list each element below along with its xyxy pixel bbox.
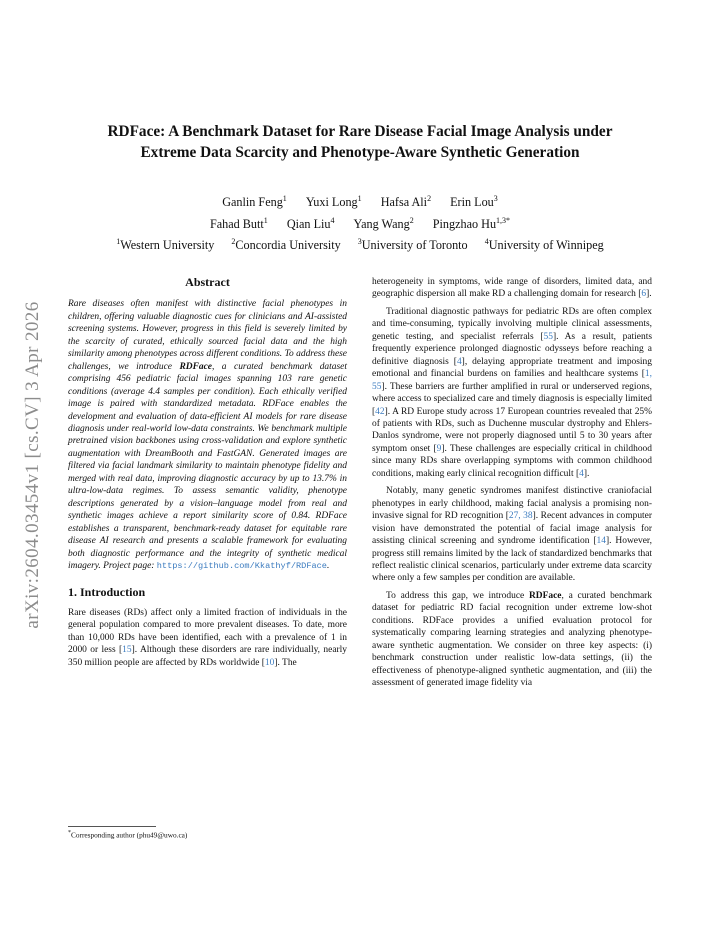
author: Yang Wang$^2$ (353, 215, 414, 231)
author: Pingzhao $Hu^{1,3*}$ (432, 215, 511, 231)
author: Erin Lou$^3$ (450, 194, 498, 210)
citation-link[interactable]: 9 (436, 443, 442, 454)
paragraph: heterogeneity in symptoms, wide range of disorders, limited data, and geographic dispersion all make RD a challenging domain for research [6]. (372, 277, 652, 300)
project-page-link[interactable]: https://github.com/Kkathyf/RDFace (156, 560, 327, 571)
affiliation: $^4$University of Winnipeg (484, 237, 604, 253)
citation-link[interactable]: 42 (375, 406, 385, 417)
abstract-text: Rare diseases often manifest with distinctive facial phenotypes in children, offering valuable diagnostic cues for clinicians and AI-assisted screening systems. However, progress in this field is severely limited by the scarcity of curated, ethically sourced facial data and the high similarity among phenotypes across different conditions. To address these challenges, we introduce RDFace, a curated benchmark dataset comprising 456 pediatric facial images spanning 103 rare genetic conditions (average 4.4 samples per condition). Each ethically verified image is paired with standardized metadata. RDFace enables the development and evaluation of data-efficient AI models for rare disease diagnosis under real-world low-data constraints. We benchmark multiple pretrained vision backbones using cross-validation and explore synthetic augmentation with DreamBooth and FastGAN. Generated images are filtered via facial landmark similarity to maintain phenotype fidelity and merged with real data, improving diagnostic accuracy by up to 13.7% in ultra-low-data regimes. To assess semantic validity, phenotype descriptions generated by a vision–language model from real and synthetic images achieve a report similarity score of 0.84. RDFace establishes a transparent, benchmark-ready dataset for equitable rare disease AI research and presents a scalable framework for evaluating both diagnostic performance and the integrity of synthetic medical imagery. Project page: https://github.com/Kkathyf/RDFace. (68, 299, 347, 571)
author: Hafsa Ali$^2$ (380, 194, 432, 210)
citation-link[interactable]: 4 (456, 356, 462, 367)
citation-link[interactable]: 27, 38 (508, 511, 533, 522)
author: Qian Liu$^4$ (286, 215, 335, 231)
author-block (60, 190, 660, 255)
right-column (372, 276, 652, 690)
paper-title (60, 122, 660, 163)
author: Ganlin Feng$^1$ (222, 194, 287, 210)
author: Fahad Butt$^1$ (209, 215, 268, 231)
author: Yuxi Long$^1$ (305, 194, 362, 210)
left-column (68, 276, 347, 669)
footnote: *Corresponding author (phu49@uwo.ca) (68, 830, 188, 840)
title-line-1: RDFace: A Benchmark Dataset for Rare Disease Facial Image Analysis under (107, 123, 613, 140)
paragraph: Traditional diagnostic pathways for pediatric RDs are often complex and time-consuming, typically involving multiple clinical assessments, genetic testing, and specialist referrals [55]. As a result, patients frequently experience prolonged diagnostic odysseys before reaching a definitive diagnosis [4], delaying appropriate treatment and imposing emotional and financial burdens on families and healthcare systems [1, 55]. These barriers are further amplified in rural or underserved regions, where access to specialized care and timely diagnosis is especially limited [42]. A RD Europe study across 17 European countries revealed that 25% of patients with RDs, such as Duchenne muscular dystrophy and Ehlers-Danlos syndrome, were not properly diagnosed until 5 to 30 years after symptom onset [9]. These challenges are especially critical in childhood since many RDs share overlapping symptoms with common childhood conditions, making early clinical recognition difficult [4]. (372, 306, 652, 479)
citation-link[interactable]: 1, 55 (372, 369, 652, 392)
intro-paragraph: Rare diseases (RDs) affect only a limited fraction of individuals in the general population compared to more prevalent diseases. To date, more than 10,000 RDs have been identified, each with a prevalence of 1 in 2000 or less [15]. Although these disorders are rare individually, nearly 350 million people are affected by RDs worldwide [10]. The (68, 607, 347, 668)
citation-link[interactable]: 10 (264, 657, 275, 668)
paragraph: Notably, many genetic syndromes manifest distinctive craniofacial phenotypes in early childhood, making facial analysis a promising non-invasive signal for RD recognition [27, 38]. Recent advances in computer vision have demonstrated the potential of facial image analysis for assisting clinical screening and syndrome identification [14]. However, progress still remains limited by the lack of standardized benchmarks that reflect realistic clinical scenarios, particularly under extreme data scarcity where only a few samples per condition are available. (372, 486, 653, 584)
authors-row-1 (60, 190, 660, 212)
citation-link[interactable]: 14 (596, 536, 606, 547)
paragraph: To address this gap, we introduce RDFace, a curated benchmark dataset for pediatric RD facial recognition under extreme low-shot conditions. RDFace provides a unified evaluation protocol for systematically comparing learning strategies and analyzing phenotype-aware synthetic augmentation. We consider on three key aspects: (i) benchmark construction under realistic low-data settings, (ii) the effectiveness of phenotype-aligned synthetic augmentation, and (iii) the assessment of generated image fidelity via (372, 590, 652, 689)
citation-link[interactable]: 55 (543, 331, 553, 342)
citation-link[interactable]: 4 (579, 468, 584, 479)
title-line-2: Extreme Data Scarcity and Phenotype-Aware Synthetic Generation (140, 143, 580, 161)
abstract-heading: Abstract (185, 275, 230, 289)
intro-heading: 1. Introduction (68, 585, 146, 600)
arxiv-identifier: arXiv:2604.03454v1 [cs.CV] 3 Apr 2026 (22, 301, 43, 629)
citation-link[interactable]: 15 (122, 645, 132, 656)
affiliations (60, 233, 660, 255)
affiliation: $^1$Western University (116, 237, 215, 253)
footnote-rule (68, 826, 156, 827)
citation-link[interactable]: 6 (641, 289, 647, 300)
affiliation: $^2$Concordia University (231, 237, 341, 253)
authors-row-2 (60, 212, 660, 234)
affiliation: $^3$University of Toronto (357, 237, 468, 253)
